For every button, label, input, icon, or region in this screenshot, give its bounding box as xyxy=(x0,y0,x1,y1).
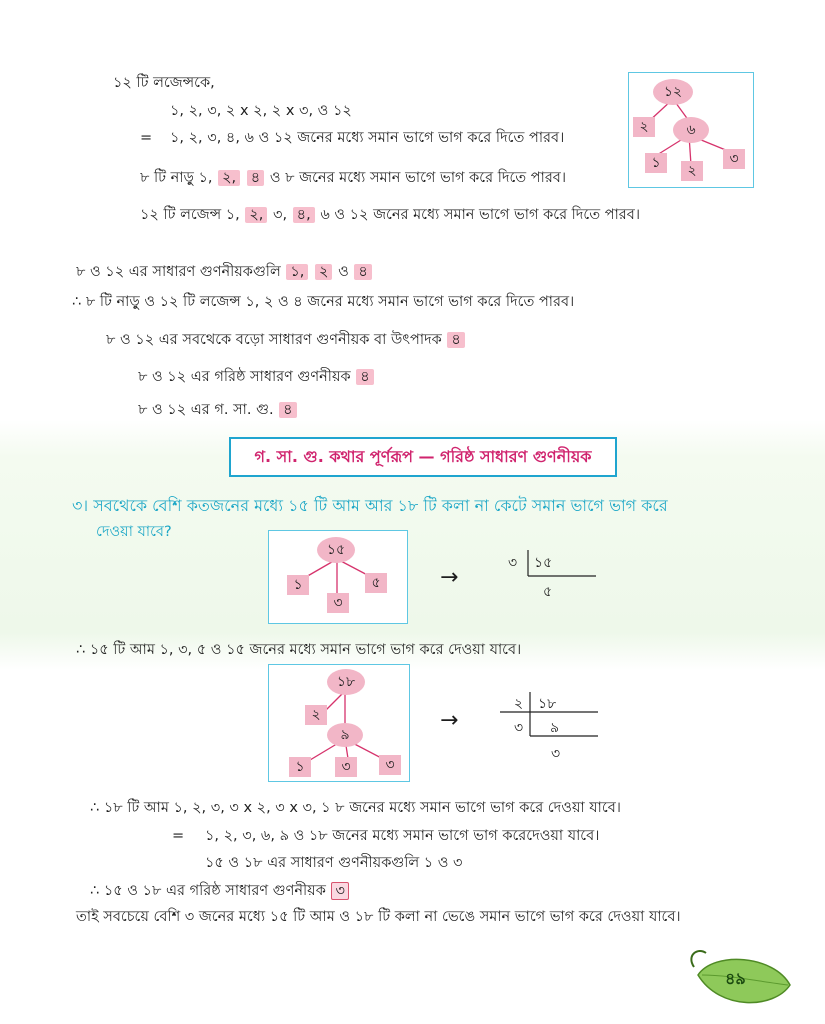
text-span: ৮ ও ১২ এর সাধারণ গুণনীয়কগুলি xyxy=(76,264,281,280)
tree-node: ২ xyxy=(681,161,703,181)
tree-node: ৯ xyxy=(327,723,363,747)
equals-sign: = xyxy=(140,130,153,146)
tree-node: ৬ xyxy=(673,117,709,143)
text-span: ৩, xyxy=(273,207,288,223)
highlight: ৪ xyxy=(247,170,264,186)
text-span: ৮ ও ১২ এর গরিষ্ঠ সাধারণ গুণনীয়ক xyxy=(138,369,351,385)
text-span: ৮ ও ১২ এর সবথেকে বড়ো সাধারণ গুণনীয়ক বা উৎপাদক xyxy=(106,332,442,348)
text-span: ৬ ও ১২ জনের মধ্যে সমান ভাগে ভাগ করে দিতে পারব। xyxy=(320,207,641,223)
highlight: ৪, xyxy=(293,207,315,223)
division-dividend: ১৫ xyxy=(534,555,553,571)
page-number: ৪৯ xyxy=(725,969,746,988)
highlight: ২, xyxy=(218,170,240,186)
tree-node: ১ xyxy=(289,757,311,777)
division-dividend: ১৮ xyxy=(538,696,557,712)
text-span: ৮ ও ১২ এর গ. সা. গু. xyxy=(138,402,274,418)
highlight: ৪ xyxy=(354,264,371,280)
tree-node: ১৫ xyxy=(317,537,355,563)
tree-node: ৩ xyxy=(335,757,357,777)
division-divisor: ৩ xyxy=(508,555,518,571)
tree-node: ১ xyxy=(645,153,667,173)
tree-node: ২ xyxy=(633,117,655,137)
definition-title: গ. সা. গু. কথার পূর্ণরূপ — গরিষ্ঠ সাধারণ গুণনীয়ক xyxy=(229,437,617,477)
highlight: ২, xyxy=(245,207,267,223)
text-line: ∴ ১৫ টি আম ১, ৩, ৫ ও ১৫ জনের মধ্যে সমান ভাগে ভাগ করে দেওয়া যাবে। xyxy=(76,642,522,658)
division-divisor: ৩ xyxy=(514,720,524,736)
highlight: ৪ xyxy=(356,369,373,385)
tree-node: ৩ xyxy=(379,755,401,775)
text-line xyxy=(90,881,350,901)
factor-tree-12 xyxy=(628,72,754,188)
tree-node: ২ xyxy=(305,705,327,725)
text-span: ও ৮ জনের মধ্যে সমান ভাগে ভাগ করে দিতে পারব। xyxy=(269,170,567,186)
text-span: ও xyxy=(338,264,349,280)
factor-tree-18 xyxy=(268,664,410,782)
text-span: ৮ টি নাড়ু ১, xyxy=(140,170,213,186)
text-span: ১২ টি লজেন্স ১, xyxy=(140,207,240,223)
text-span: ∴ ১৫ ও ১৮ এর গরিষ্ঠ সাধারণ গুণনীয়ক xyxy=(90,883,326,899)
division-dividend: ৯ xyxy=(550,720,560,736)
text-line: ১, ২, ৩, ২ x ২, ২ x ৩, ও ১২ xyxy=(170,103,352,119)
tree-node: ৫ xyxy=(365,573,387,593)
highlight: ১, xyxy=(286,264,308,280)
equals-sign: = xyxy=(172,828,185,844)
text-line: ১, ২, ৩, ৪, ৬ ও ১২ জনের মধ্যে সমান ভাগে ভাগ করে দিতে পারব। xyxy=(170,130,565,146)
text-line xyxy=(106,330,466,350)
highlight: ২ xyxy=(315,264,332,280)
highlight: ৪ xyxy=(279,402,296,418)
text-line xyxy=(140,205,640,225)
text-line xyxy=(138,367,375,387)
text-line: ∴ ১৮ টি আম ১, ২, ৩, ৩ x ২, ৩ x ৩, ১ ৮ জনের মধ্যে সমান ভাগে ভাগ করে দেওয়া যাবে। xyxy=(90,800,621,816)
text-line: তাই সবচেয়ে বেশি ৩ জনের মধ্যে ১৫ টি আম ও ১৮ টি কলা না ভেঙে সমান ভাগে ভাগ করে দেওয়া যাবে। xyxy=(76,909,681,925)
arrow-icon: → xyxy=(440,565,459,590)
tree-node: ১২ xyxy=(653,79,693,105)
division-quotient: ৫ xyxy=(543,584,553,600)
text-line: ১৫ ও ১৮ এর সাধারণ গুণনীয়কগুলি ১ ও ৩ xyxy=(205,855,463,871)
text-line: ১, ২, ৩, ৬, ৯ ও ১৮ জনের মধ্যে সমান ভাগে ভাগ করেদেওয়া যাবে। xyxy=(205,828,600,844)
text-line: ∴ ৮ টি নাড়ু ও ১২ টি লজেন্স ১, ২ ও ৪ জনের মধ্যে সমান ভাগে ভাগ করে দিতে পারব। xyxy=(72,294,575,310)
tree-node: ১ xyxy=(287,575,309,595)
question-line: দেওয়া যাবে? xyxy=(96,524,172,540)
highlight: ৩ xyxy=(331,882,348,900)
text-line: ১২ টি লজেন্সকে, xyxy=(113,75,215,91)
question-line: ৩। সবথেকে বেশি কতজনের মধ্যে ১৫ টি আম আর ১৮ টি কলা না কেটে সমান ভাগে ভাগ করে xyxy=(72,496,668,515)
tree-node: ৩ xyxy=(327,593,349,613)
factor-tree-15 xyxy=(268,530,408,624)
division-divisor: ২ xyxy=(514,696,524,712)
tree-node: ১৮ xyxy=(327,669,365,695)
highlight: ৪ xyxy=(447,332,464,348)
division-quotient: ৩ xyxy=(551,746,561,762)
arrow-icon: → xyxy=(440,708,459,733)
tree-node: ৩ xyxy=(723,149,745,169)
text-line xyxy=(140,168,566,188)
text-line xyxy=(138,400,298,420)
text-line xyxy=(76,262,373,282)
